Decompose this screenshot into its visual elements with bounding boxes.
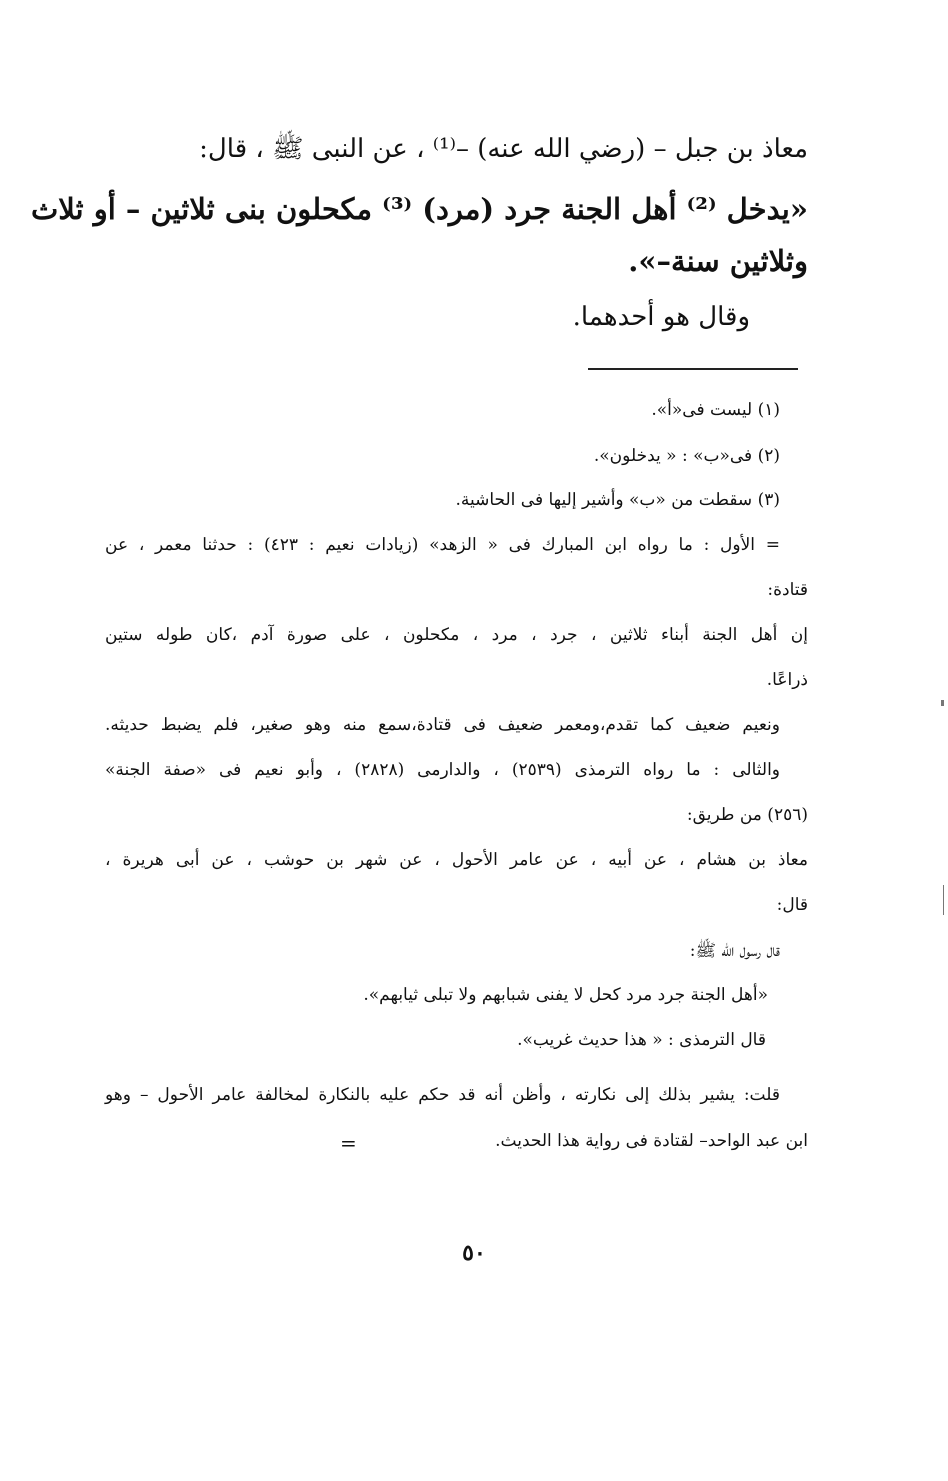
footnote-line-9: والثالى : ما رواه الترمذى (٢٥٣٩) ، والدارمى (٢٨٢٨) ، وأبو نعيم فى «صفة الجنة»: [105, 760, 781, 780]
footnote-line-6: إن أهل الجنة أبناء ثلاثين ، جرد ، مرد ، مكحلون ، على صورة آدم ،كان طوله ستين: [105, 625, 808, 645]
footnote-line-10: (٢٥٦) من طريق:: [686, 805, 808, 825]
footnote-2: (٢) فى«ب» : « يدخلون».: [593, 446, 780, 466]
scan-artifact-mark: [941, 700, 944, 706]
footnote-line-16: قلت: يشير بذلك إلى نكارته ، وأظن أنه قد حكم عليه بالنكارة لمخالفة عامر الأحول – وهو: [105, 1085, 780, 1105]
footnote-line-13: قال رسول الله ﷺ:: [689, 941, 780, 961]
footnote-line-11: معاذ بن هشام ، عن أبيه ، عن عامر الأحول ، عن شهر بن حوشب ، عن أبى هريرة ،: [105, 850, 808, 870]
footnote-line-15: قال الترمذى : « هذا حديث غريب».: [517, 1030, 766, 1050]
main-text-line-2: «يدخل ⁽²⁾ أهل الجنة جرد (مرد) ⁽³⁾ مكحلون بنى ثلاثين – أو ثلاث: [30, 192, 808, 226]
footnote-line-12: قال:: [776, 895, 808, 915]
page-number: ٥٠: [462, 1240, 486, 1266]
main-text-line-4: وقال هو أحدهما.: [572, 302, 750, 332]
main-text-line-1: معاذ بن جبل – (رضي الله عنه) –⁽¹⁾ ، عن النبى ﷺ ، قال:: [199, 134, 808, 164]
footnote-line-7: ذراعًا.: [766, 670, 808, 690]
main-text-line-3: وثلاثين سنة–».: [628, 244, 808, 278]
footnote-divider: [588, 368, 798, 370]
footnote-line-4: = الأول : ما رواه ابن المبارك فى « الزهد» (زيادات نعيم : ٤٢٣) : حدثنا معمر ، عن: [105, 535, 780, 555]
continuation-mark: =: [340, 1131, 357, 1155]
footnote-line-8: ونعيم ضعيف كما تقدم،ومعمر ضعيف فى قتادة،سمع منه وهو صغير، فلم يضبط حديثه.: [105, 715, 780, 735]
scan-artifact-line: [943, 885, 944, 915]
footnote-line-5: قتادة:: [767, 580, 808, 600]
footnote-3: (٣) سقطت من «ب» وأشير إليها فى الحاشية.: [455, 490, 780, 510]
footnote-1: (١) ليست فى«أ».: [651, 400, 780, 420]
footnote-line-17: ابن عبد الواحد– لقتادة فى رواية هذا الحديث.: [495, 1131, 808, 1151]
footnote-line-14: «أهل الجنة جرد مرد كحل لا يفنى شبابهم ولا تبلى ثيابهم».: [363, 985, 768, 1005]
